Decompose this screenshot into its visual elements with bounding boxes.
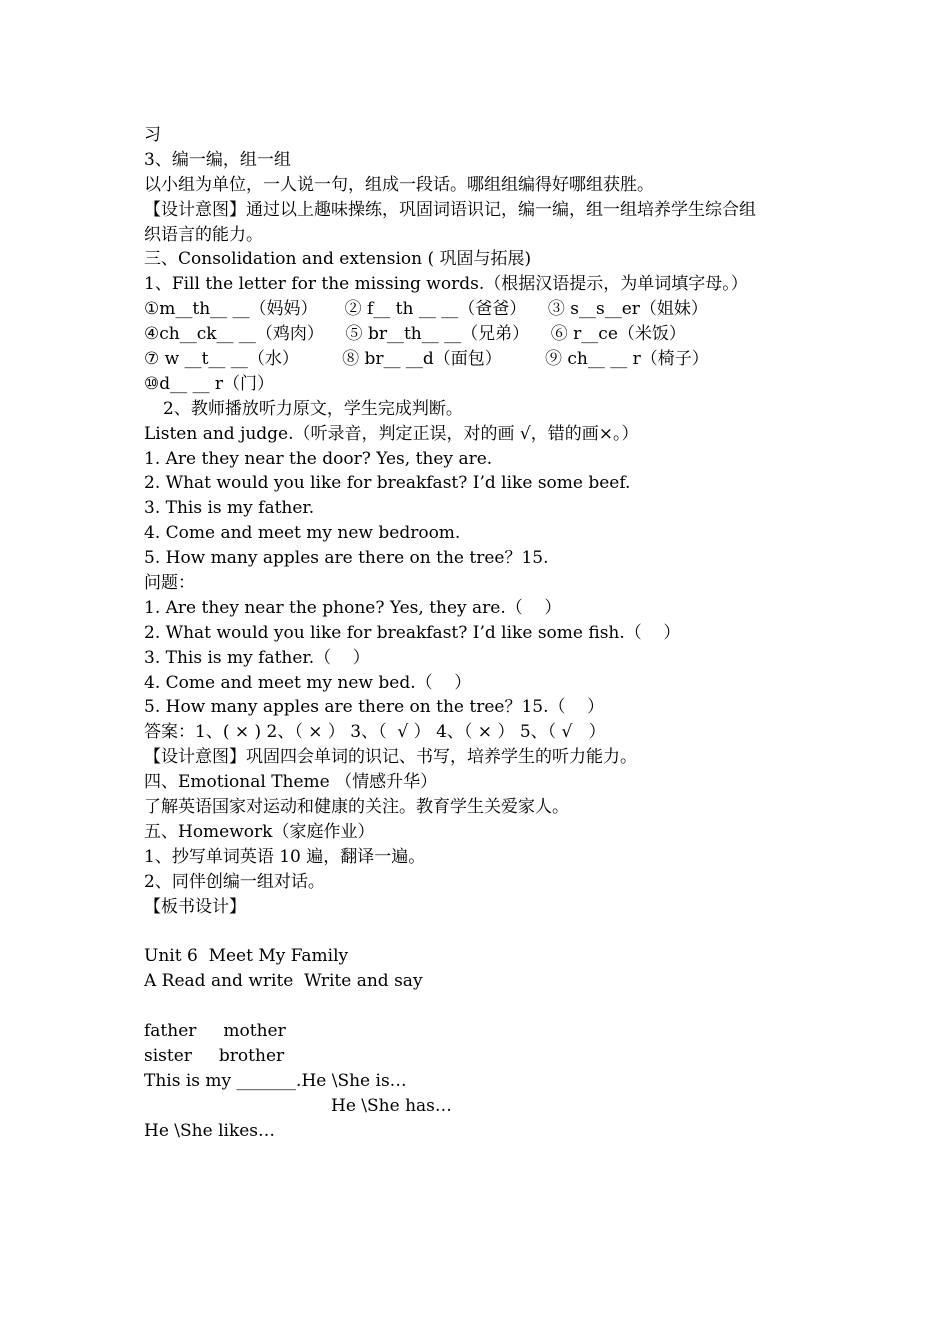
board-words: father mother <box>144 1021 286 1042</box>
question-item: 5. How many apples are there on the tree？15.（ ） <box>144 697 605 718</box>
exercise-item: ④ch__ck__ __（鸡肉） ⑤ br__th__ __（兄弟） ⑥ r__ce（米饭） <box>144 324 686 345</box>
text-line: 以小组为单位，一人说一句，组成一段话。哪组组编得好哪组获胜。 <box>144 174 654 195</box>
blank-line <box>144 920 824 945</box>
blank-line <box>144 994 824 1019</box>
text-line: 了解英语国家对运动和健康的关注。教育学生关爱家人。 <box>144 797 569 818</box>
board-sentence: He \She has… <box>331 1095 452 1116</box>
question-item: 2. What would you like for breakfast? I’d like some fish.（ ） <box>144 622 681 643</box>
exercise-item: ⑩d__ __ r（门） <box>144 373 275 394</box>
text-line: 【设计意图】通过以上趣味操练，巩固词语识记，编一编，组一组培养学生综合组 <box>144 199 756 220</box>
board-design-heading: 【板书设计】 <box>144 896 246 917</box>
exercise-item: ⑦ w __t__ __（水） ⑧ br__ __d（面包） ⑨ ch__ __ r（椅子） <box>144 349 709 370</box>
listening-sentence: 2. What would you like for breakfast? I’d like some beef. <box>144 473 631 494</box>
text-line: 习 <box>144 125 161 145</box>
exercise-instruction: 2、教师播放听力原文，学生完成判断。 <box>163 398 463 419</box>
section-heading: 3、编一编，组一组 <box>144 149 291 170</box>
listening-sentence: 5. How many apples are there on the tree？15. <box>144 548 549 569</box>
exercise-instruction: 1、Fill the letter for the missing words.（根据汉语提示，为单词填字母。） <box>144 274 748 295</box>
board-words: sister brother <box>144 1045 285 1066</box>
listening-sentence: 4. Come and meet my new bedroom. <box>144 523 461 544</box>
question-item: 4. Come and meet my new bed.（ ） <box>144 672 472 693</box>
exercise-instruction: Listen and judge.（听录音，判定正误，对的画 √，错的画×。） <box>144 423 639 444</box>
document-page <box>144 123 824 1144</box>
board-subtitle: A Read and write Write and say <box>144 971 423 992</box>
questions-heading: 问题： <box>144 573 195 594</box>
homework-item: 2、同伴创编一组对话。 <box>144 871 325 892</box>
listening-sentence: 1. Are they near the door? Yes, they are. <box>144 448 493 469</box>
homework-item: 1、抄写单词英语 10 遍，翻译一遍。 <box>144 846 426 867</box>
design-intent: 【设计意图】巩固四会单词的识记、书写，培养学生的听力能力。 <box>144 747 637 768</box>
board-sentence: This is my _______.He \She is… <box>144 1070 407 1091</box>
board-unit-title: Unit 6 Meet My Family <box>144 946 349 967</box>
answer-key: 答案：1、( × ) 2、（ × ） 3、（ √ ） 4、（ × ） 5、（ √ ） <box>144 722 606 743</box>
section-heading: 四、Emotional Theme （情感升华） <box>144 772 438 793</box>
board-sentence: He \She likes… <box>144 1120 276 1141</box>
section-heading: 五、Homework（家庭作业） <box>144 821 375 842</box>
question-item: 1. Are they near the phone? Yes, they are.（ ） <box>144 597 562 618</box>
section-heading: 三、Consolidation and extension ( 巩固与拓展) <box>144 249 532 270</box>
exercise-item: ①m__th__ __（妈妈） ② f__ th __ __（爸爸） ③ s__s__er（姐妹） <box>144 299 708 320</box>
question-item: 3. This is my father.（ ） <box>144 647 370 668</box>
listening-sentence: 3. This is my father. <box>144 498 315 519</box>
text-line: 织语言的能力。 <box>144 224 263 245</box>
